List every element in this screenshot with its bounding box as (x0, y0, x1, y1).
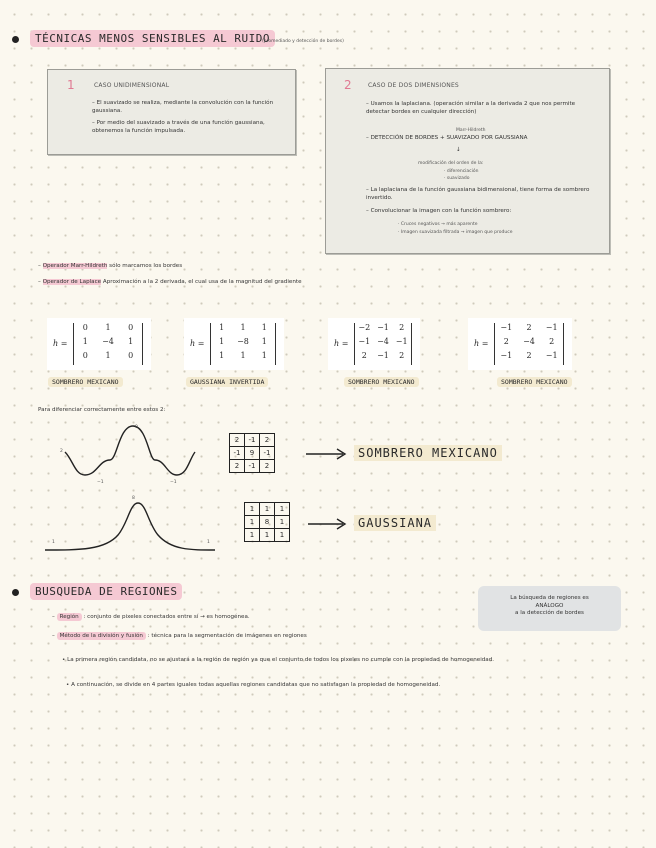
grid-cell: -1 (245, 434, 260, 447)
matrix-cell: −1 (377, 351, 389, 360)
matrix-cell: 1 (105, 323, 111, 332)
matrix-prefix: h = (334, 339, 349, 348)
matrix-cell: −1 (395, 337, 408, 346)
matrix-cell: 2 (549, 337, 555, 346)
matrix-cell: −1 (377, 323, 389, 332)
matrix-cell: −4 (102, 337, 114, 346)
box-sub: · Cruces negativos → más aparente (398, 222, 478, 227)
curve-value: −1 (97, 480, 104, 485)
box-number: 1 (67, 78, 75, 92)
matrix-cell: 2 (399, 323, 405, 332)
grid-cell: 2 (230, 434, 245, 447)
operator-line: – Operador Marr-Hildreth sólo marcamos los bordes (38, 263, 183, 269)
bullet-icon (12, 36, 19, 43)
matrix-cell: 1 (261, 337, 267, 346)
matrix-cell: 1 (128, 337, 134, 346)
operator-label: Operador de Laplace (42, 279, 102, 285)
box-line: – Por medio del suavizado a través de una función gaussiana, obtenemos la función impulsada. (92, 120, 265, 134)
operator-text: sólo marcamos los bordes (109, 263, 183, 269)
operator-text: Aproximación a la 2 derivada, el cual usa de la magnitud del gradiente (102, 279, 302, 285)
grid-cell: -1 (245, 460, 260, 473)
arrow-down-icon: ↓ (456, 147, 461, 153)
grid-cell: 1 (245, 516, 260, 529)
grid-cell: 1 (260, 503, 275, 516)
kernel-matrix (468, 318, 572, 370)
operator-line: – Operador de Laplace Aproximación a la 2 derivada, el cual usa de la magnitud del gradiente (38, 279, 302, 285)
matrix-cell: 1 (261, 351, 267, 360)
kernel-grid (229, 433, 275, 473)
curve-value: 1 (207, 540, 210, 545)
box-title: CASO UNIDIMENSIONAL (94, 82, 170, 89)
kernel-matrix (328, 318, 420, 370)
curve-path (45, 503, 215, 550)
matrix-cell: 2 (361, 351, 367, 360)
kernel-grid (244, 502, 290, 542)
box-line: – La laplaciana de la función gaussiana bidimensional, tiene forma de sombrero invertido. (366, 187, 590, 201)
region-line: – Región : conjunto de pixeles conectados entre sí → es homogénea. (52, 614, 250, 620)
section-subtitle: (promediado y detección de bordes) (262, 39, 344, 44)
matrix-prefix: h = (474, 339, 489, 348)
paragraph: • La primera región candidata, no se ajustará a la región de región ya que el conjunto de todos los pixeles no cumple con la propiedad de homogeneidad. (62, 657, 495, 663)
grid-cell: -1 (230, 447, 245, 460)
curve-path (65, 426, 195, 475)
matrix-bracket (354, 323, 412, 365)
side-note-line: ANÁLOGO (535, 602, 564, 609)
side-note-line: a la detección de bordes (515, 610, 584, 616)
matrix-cell: 1 (240, 351, 246, 360)
curve-value: 8 (132, 496, 135, 501)
matrix-cell: 2 (503, 337, 509, 346)
method-label: Método de la división y fusión (57, 632, 146, 640)
matrix-cell: 1 (240, 323, 246, 332)
matrix-cell: −4 (523, 337, 535, 346)
curve-value: 9 (135, 425, 138, 430)
box-1d (47, 69, 296, 155)
method-line: – Método de la división y fusión : técnica para la segmentación de imágenes en regiones (52, 633, 307, 639)
grid-cell: 9 (245, 447, 260, 460)
matrix-cell: 0 (128, 351, 134, 360)
arrow-right-icon (307, 518, 347, 530)
matrix-cell: 1 (219, 323, 225, 332)
matrix-cell: 2 (526, 351, 532, 360)
box-number: 2 (344, 78, 352, 92)
grid-cell: 1 (245, 529, 260, 542)
matrix-cell: 0 (128, 323, 134, 332)
matrix-prefix: h = (190, 339, 205, 348)
grid-cell: 1 (275, 529, 290, 542)
matrix-cell: 1 (219, 337, 225, 346)
matrix-cell: −1 (358, 337, 371, 346)
grid-cell: 1 (275, 516, 290, 529)
region-label: Región (57, 613, 82, 621)
box-sub: · Imagen suavizada filtrada → imagen que produce (398, 230, 513, 235)
matrix-cell: 1 (82, 337, 88, 346)
grid-cell: -1 (260, 447, 275, 460)
matrix-cell: −2 (358, 323, 371, 332)
grid-cell: 2 (230, 460, 245, 473)
grid-cell: 1 (245, 503, 260, 516)
matrix-cell: −1 (545, 323, 558, 332)
matrix-cell: 2 (399, 351, 405, 360)
matrix-cell: −1 (545, 351, 558, 360)
box-sub: · suavizado (444, 176, 470, 181)
result-label: SOMBRERO MEXICANO (354, 445, 502, 461)
matrix-cell: 0 (82, 323, 88, 332)
section-title: BUSQUEDA DE REGIONES (30, 583, 182, 600)
matrix-bracket (73, 323, 143, 365)
matrix-cell: −1 (500, 323, 513, 332)
grid-cell: 1 (275, 503, 290, 516)
mexican-hat-curve (55, 420, 215, 490)
operator-label: Operador Marr-Hildreth (42, 263, 108, 269)
box-line: – DETECCIÓN DE BORDES + SUAVIZADO POR GAUSSIANA (366, 135, 528, 141)
matrix-cell: 0 (82, 351, 88, 360)
differentiate-text: Para diferenciar correctamente entre estos 2: (38, 407, 166, 413)
matrix-label: GAUSSIANA INVERTIDA (186, 377, 268, 387)
side-note-line: La búsqueda de regiones es (510, 595, 589, 601)
paragraph: • A continuación, se divide en 4 partes iguales todas aquellas regiones candidatas que no satisfagan la propiedad de homogeneidad. (66, 682, 441, 688)
method-text: : técnica para la segmentación de imágenes en regiones (147, 633, 307, 639)
box-line: – Usamos la laplaciana. (operación similar a la derivada 2 que nos permite detectar bordes en cualquier dirección) (366, 101, 576, 115)
section-title: TÉCNICAS MENOS SENSIBLES AL RUIDO (30, 30, 275, 47)
side-note (478, 586, 621, 631)
box-annotation: Marr-Hildreth (456, 128, 486, 133)
matrix-cell: 2 (526, 323, 532, 332)
matrix-cell: 1 (219, 351, 225, 360)
result-label: GAUSSIANA (354, 515, 436, 531)
matrix-bracket (494, 323, 564, 365)
matrix-prefix: h = (53, 339, 68, 348)
box-sub: · diferenciación (444, 169, 479, 174)
matrix-label: SOMBRERO MEXICANO (48, 377, 123, 387)
region-text: : conjunto de pixeles conectados entre sí → es homogénea. (83, 614, 250, 620)
curve-value: −1 (170, 480, 177, 485)
grid-cell: 1 (260, 529, 275, 542)
curve-value: 2 (60, 449, 63, 454)
curve-value: 1 (52, 540, 55, 545)
matrix-label: SOMBRERO MEXICANO (344, 377, 419, 387)
matrix-cell: −8 (237, 337, 249, 346)
kernel-matrix (184, 318, 284, 370)
gaussian-curve (40, 495, 220, 555)
matrix-cell: −4 (377, 337, 389, 346)
matrix-bracket (210, 323, 276, 365)
arrow-right-icon (305, 448, 347, 460)
bullet-icon (12, 589, 19, 596)
matrix-cell: 1 (105, 351, 111, 360)
box-2d (325, 68, 610, 254)
matrix-cell: 1 (261, 323, 267, 332)
matrix-label: SOMBRERO MEXICANO (497, 377, 572, 387)
matrix-cell: −1 (500, 351, 513, 360)
grid-cell: 8 (260, 516, 275, 529)
grid-cell: 2 (260, 460, 275, 473)
grid-cell: 2 (260, 434, 275, 447)
box-sub: modificación del orden de la: (418, 161, 484, 166)
box-title: CASO DE DOS DIMENSIONES (368, 82, 459, 89)
box-line: – Convolucionar la imagen con la función sombrero: (366, 208, 512, 214)
kernel-matrix (47, 318, 151, 370)
box-line: – El suavizado se realiza, mediante la convolución con la función gaussiana. (92, 100, 274, 114)
